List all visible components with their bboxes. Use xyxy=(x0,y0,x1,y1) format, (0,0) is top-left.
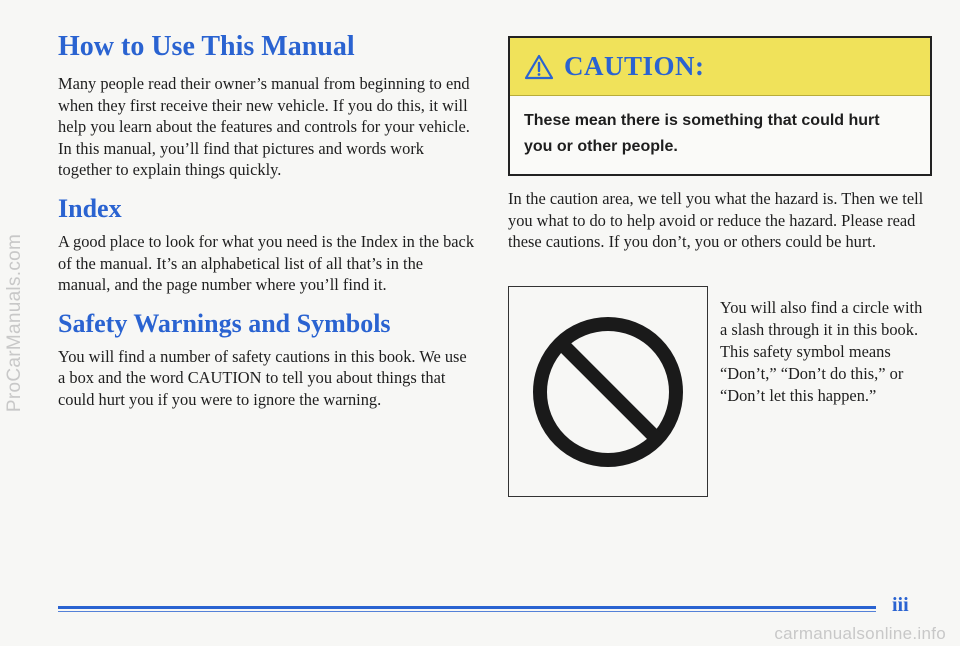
footer-rule-thin xyxy=(58,611,876,612)
caution-band xyxy=(510,38,930,96)
symbol-description-text: You will also find a circle with a slash through it in this book. This safety symbol means “Don’t,” “Don’t do this,” or “Don’t let this happen.” xyxy=(720,298,923,405)
safety-section xyxy=(58,308,478,411)
symbol-description xyxy=(720,297,930,407)
how-to-use-section xyxy=(58,30,478,181)
caution-explanation xyxy=(508,188,934,253)
caution-explanation-text: In the caution area, we tell you what the hazard is. Then we tell you what to do to help avoid or reduce the hazard. Please read these cautions. If you don’t, you or others could be hurt. xyxy=(508,189,924,252)
prohibition-circle-icon xyxy=(528,312,688,472)
caution-title: CAUTION: xyxy=(564,51,705,81)
how-to-use-body: Many people read their owner’s manual from beginning to end when they first receive their new vehicle. If you do this, it will help you learn about the features and controls for your vehicle. In this manual, you’ll find that pictures and words work together to explain things quickly. xyxy=(58,74,470,180)
safety-heading: Safety Warnings and Symbols xyxy=(58,308,391,338)
watermark-bottom: carmanualsonline.info xyxy=(774,624,946,643)
footer-rule xyxy=(58,606,876,609)
warning-triangle-icon xyxy=(524,54,554,80)
index-body: A good place to look for what you need is the Index in the back of the manual. It’s an alphabetical list of all that’s in the manual, and the page number where you’ll find it. xyxy=(58,231,475,295)
left-column xyxy=(58,30,478,411)
prohibition-symbol-frame xyxy=(508,286,708,497)
watermark-left-text: ProCarManuals.com xyxy=(4,233,25,413)
index-heading: Index xyxy=(58,193,122,223)
caution-body: These mean there is something that could hurt you or other people. xyxy=(524,112,880,155)
how-to-use-heading: How to Use This Manual xyxy=(58,31,355,62)
safety-body: You will find a number of safety cautions in this book. We use a box and the word CAUTION to tell you about things that could hurt you if you were to ignore the warning. xyxy=(58,346,467,409)
index-section xyxy=(58,193,478,296)
page-number: iii xyxy=(892,594,909,616)
caution-box xyxy=(508,36,932,176)
watermark-left xyxy=(2,0,28,646)
